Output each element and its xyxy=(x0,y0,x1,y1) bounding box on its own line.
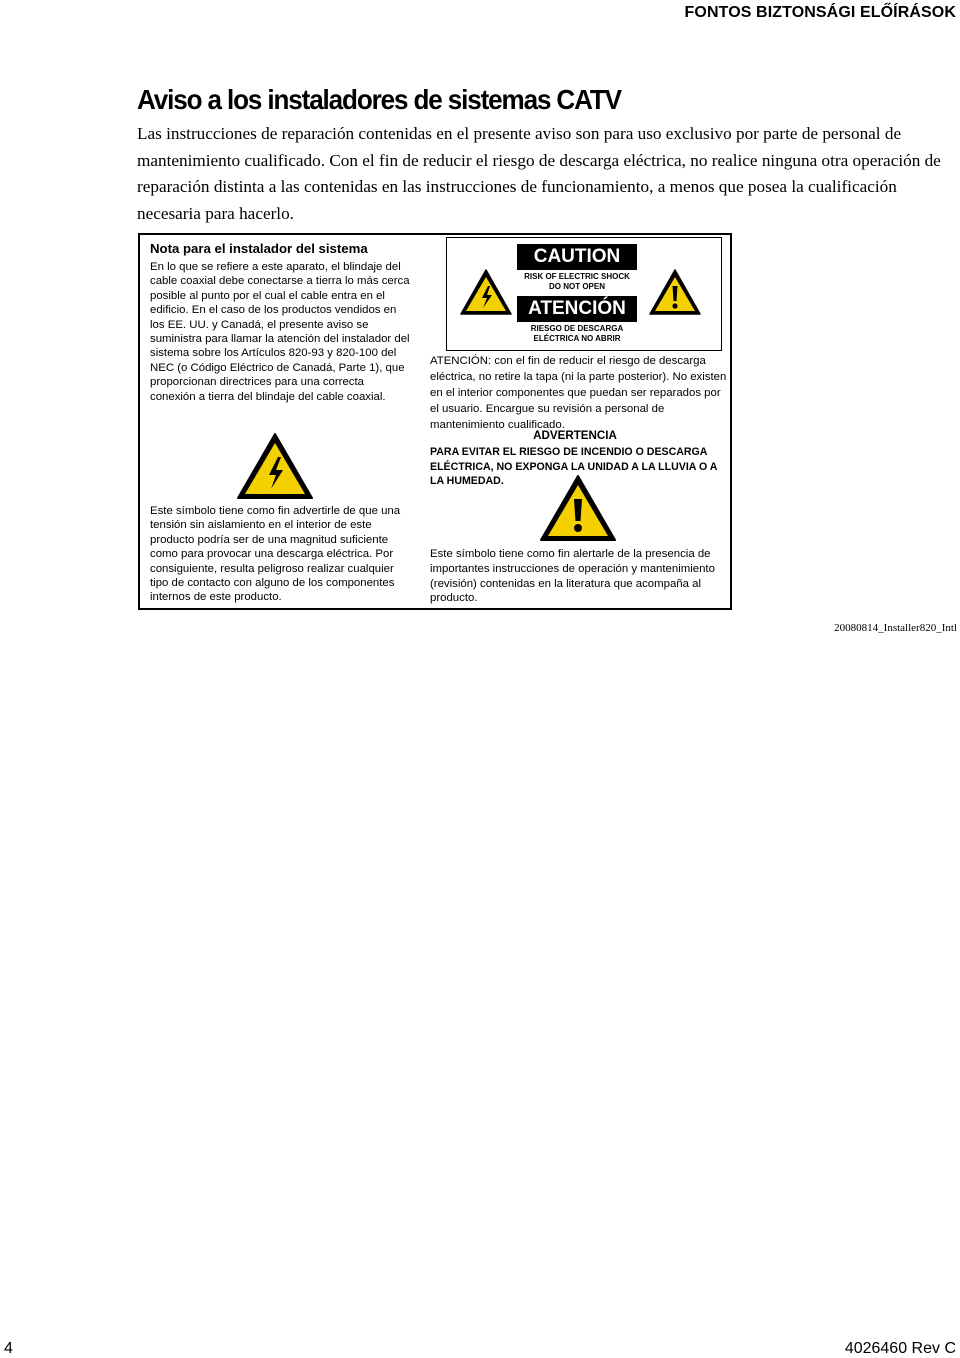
installer-note-title: Nota para el instalador del sistema xyxy=(150,241,368,256)
lightning-warning-icon xyxy=(235,431,315,501)
page-title: Aviso a los instaladores de sistemas CATV xyxy=(137,84,621,115)
exclamation-symbol-text: Este símbolo tiene como fin alertarle de la presencia de importantes instrucciones de operación y mantenimiento (revisión) contenidas en la literatura que acompaña al producto. xyxy=(430,548,715,605)
page-number: 4 xyxy=(4,1340,13,1357)
running-header: FONTOS BIZTONSÁGI ELŐÍRÁSOK xyxy=(684,4,956,21)
atencion-subtext xyxy=(517,324,637,344)
installer-note-text: En lo que se refiere a este aparato, el blindaje del cable coaxial debe conectarse a tierra lo más cerca posible al punto por el cual el cable entra en el edificio. En el caso de los productos vendidos en los EE. UU. y Canadá, el presente aviso se suministra para llamar la atención del instalador del sistema sobre los Artículos 820-93 y 820-100 del NEC (o Código Eléctrico de Canadá, Parte 1), que proporcionan directrices para una correcta conexión a tierra del blindaje del cable coaxial. xyxy=(150,261,410,403)
caution-plates xyxy=(517,244,637,348)
exclamation-warning-icon xyxy=(648,268,702,316)
caution-subtext xyxy=(517,272,637,292)
atencion-subtext-line-2: ELÉCTRICA NO ABRIR xyxy=(533,334,621,343)
advertencia-text: PARA EVITAR EL RIESGO DE INCENDIO O DESCARGA ELÉCTRICA, NO EXPONGA LA UNIDAD A LA LLUVIA O A LA HUMEDAD. xyxy=(430,446,718,487)
intro-paragraph: Las instrucciones de reparación contenidas en el presente aviso son para uso exclusivo por parte de personal de mantenimiento cualificado. Con el fin de reducir el riesgo de descarga eléctrica, no realice ninguna otra operación de reparación distinta a las contenidas en las instrucciones de funcionamiento, a menos que posea la cualificación necesaria para hacerlo. xyxy=(137,124,941,223)
lightning-symbol-text: Este símbolo tiene como fin advertirle de que una tensión sin aislamiento en el interior de este producto podría ser de una magnitud suficiente como para provocar una descarga eléctrica. Por consiguiente, resulta peligroso realizar cualquier tipo de contacto con alguno de los componentes internos de este producto. xyxy=(150,505,401,604)
atencion-subtext-line-1: RIESGO DE DESCARGA xyxy=(530,324,624,333)
atencion-plate: ATENCIÓN xyxy=(517,296,637,322)
installer-note xyxy=(150,241,412,404)
advertencia-title: ADVERTENCIA xyxy=(533,429,617,442)
lightning-warning-icon xyxy=(459,268,513,316)
figure-id: 20080814_Installer820_Intl xyxy=(834,622,957,634)
caution-label xyxy=(446,237,722,351)
atencion-text: ATENCIÓN: con el fin de reducir el riesgo de descarga eléctrica, no retire la tapa (ni la parte posterior). No existen en el interior componentes que puedan ser reparados por el usuario. Encargue su revisión a personal de mantenimiento cualificado. xyxy=(430,355,727,431)
caution-plate: CAUTION xyxy=(517,244,637,270)
caution-subtext-line-2: DO NOT OPEN xyxy=(548,282,605,291)
exclamation-warning-icon xyxy=(538,473,618,543)
installer-notice-figure xyxy=(138,233,732,610)
caution-subtext-line-1: RISK OF ELECTRIC SHOCK xyxy=(524,272,630,281)
document-revision: 4026460 Rev C xyxy=(844,1340,956,1357)
